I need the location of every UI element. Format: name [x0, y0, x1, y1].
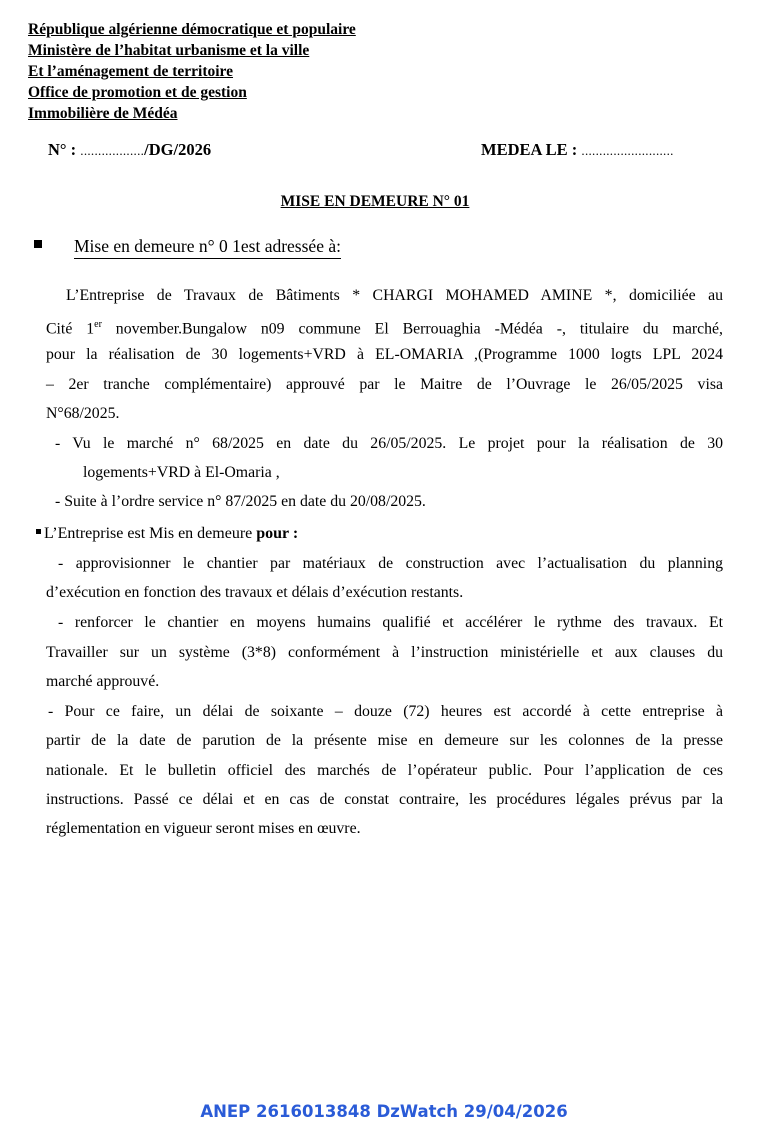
letterhead-line-4: Office de promotion et de gestion: [28, 84, 247, 101]
document-title: MISE EN DEMEURE N° 01: [280, 193, 470, 210]
section-text: demeure: [197, 525, 253, 542]
obligation-line: d’exécution en fonction des travaux et délais d’exécution restants.: [46, 584, 464, 601]
obligation-line: partir de la date de parution de la présente mise en demeure sur les colonnes de la presse: [46, 732, 723, 749]
section-text: Mis: [149, 525, 175, 542]
section-text: L’Entreprise est: [44, 525, 146, 542]
reference-number: [48, 140, 211, 160]
obligation-line: Travailler sur un système (3*8) conformément à l’instruction ministérielle et aux clauses du: [46, 644, 723, 661]
letterhead-line-3: Et l’aménagement de territoire: [28, 63, 234, 80]
paragraph-line: – 2er tranche complémentaire) approuvé par le Maitre de l’Ouvrage le 26/05/2025 visa: [46, 376, 723, 393]
letterhead: [28, 19, 356, 124]
bullet-icon: [36, 529, 41, 534]
section-text: en: [178, 525, 194, 542]
obligation-line: marché approuvé.: [46, 673, 160, 690]
reference-date-dots: ..........................: [581, 143, 674, 158]
letterhead-line-5: Immobilière de Médéa: [28, 105, 178, 122]
letterhead-line-1: République algérienne démocratique et populaire: [28, 21, 356, 38]
paragraph-text: Cité 1: [46, 320, 95, 338]
reference-number-label: N° :: [48, 140, 77, 159]
obligation-line: réglementation en vigueur seront mises en œuvre.: [46, 820, 361, 837]
obligation-line: nationale. Et le bulletin officiel des marchés de l’opérateur public. Pour l’application de ces: [46, 762, 723, 779]
reference-date: [481, 140, 674, 160]
footer-reference: ANEP 2616013848 DzWatch 29/04/2026: [200, 1102, 568, 1121]
paragraph-line: L’Entreprise de Travaux de Bâtiments * CHARGI MOHAMED AMINE *, domiciliée au: [66, 287, 723, 304]
section-text: pour :: [256, 525, 299, 542]
obligation-line: - renforcer le chantier en moyens humains qualifié et accélérer le rythme des travaux. Et: [58, 614, 723, 631]
paragraph-text: november.Bungalow n09 commune El Berrouaghia -Médéa -, titulaire du marché,: [101, 320, 723, 338]
vu-line: - Vu le marché n° 68/2025 en date du 26/05/2025. Le projet pour la réalisation de 30: [55, 435, 723, 452]
addressed-text: Mise en demeure n° 0 1est adressée à:: [74, 236, 341, 259]
vu-line: logements+VRD à El-Omaria ,: [83, 464, 280, 481]
superscript: er: [94, 319, 102, 330]
reference-number-suffix: /DG/2026: [144, 140, 212, 159]
obligation-line: - Pour ce faire, un délai de soixante – douze (72) heures est accordé à cette entreprise à: [48, 703, 723, 720]
square-bullet-icon: [34, 240, 42, 248]
section-heading: [36, 525, 298, 543]
paragraph-line: [46, 315, 723, 339]
reference-number-dots: ..................: [80, 143, 145, 158]
letterhead-line-2: Ministère de l’habitat urbanisme et la ville: [28, 42, 310, 59]
obligation-line: - approvisionner le chantier par matériaux de construction avec l’actualisation du planning: [58, 555, 723, 572]
vu-line: - Suite à l’ordre service n° 87/2025 en date du 20/08/2025.: [55, 493, 426, 510]
reference-date-label: MEDEA LE :: [481, 140, 578, 159]
paragraph-line: pour la réalisation de 30 logements+VRD à EL-OMARIA ,(Programme 1000 logts LPL 2024: [46, 346, 723, 363]
addressed-heading: [34, 236, 341, 257]
paragraph-line: N°68/2025.: [46, 405, 120, 422]
obligation-line: instructions. Passé ce délai et en cas de constat contraire, les procédures légales prévus par la: [46, 791, 723, 808]
